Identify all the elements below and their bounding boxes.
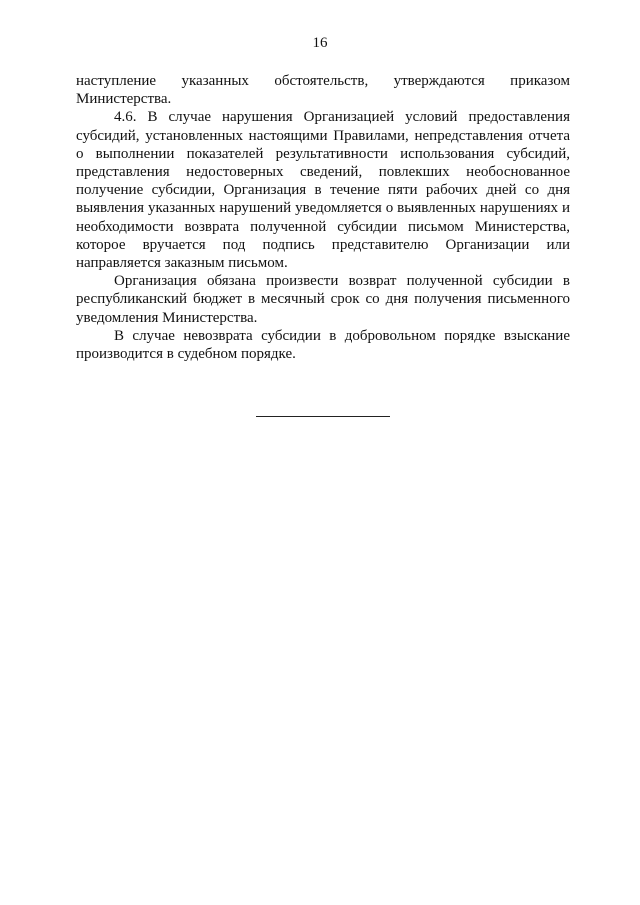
page-number: 16 (312, 35, 328, 51)
document-body (76, 72, 570, 363)
paragraph-court-recovery: В случае невозврата субсидии в добровольном порядке взыскание производится в судебном порядке. (76, 327, 570, 363)
paragraph-return-obligation: Организация обязана произвести возврат полученной субсидии в республиканский бюджет в месячный срок со дня получения письменного уведомления Министерства. (76, 273, 570, 326)
continuation-line-2: Министерства. (76, 91, 172, 108)
paragraph-4-6: 4.6. В случае нарушения Организацией условий предоставления субсидий, установленных настоящими Правилами, непредставления отчета о выполнении показателей результативности использования субсидий, представления недостоверных сведений, повлекших необоснованное получение субсидии, Организация в течение пяти рабочих дней со дня выявления указанных нарушений уведомляется о выявленных нарушениях и необходимости возврата полученной субсидии письмом Министерства, которое вручается под подпись представителю Организации или направляется заказным письмом. (76, 109, 570, 272)
closing-divider (256, 416, 390, 417)
continuation-line-1: наступление указанных обстоятельств, утверждаются приказом (76, 73, 570, 89)
continuation-paragraph (76, 72, 570, 108)
